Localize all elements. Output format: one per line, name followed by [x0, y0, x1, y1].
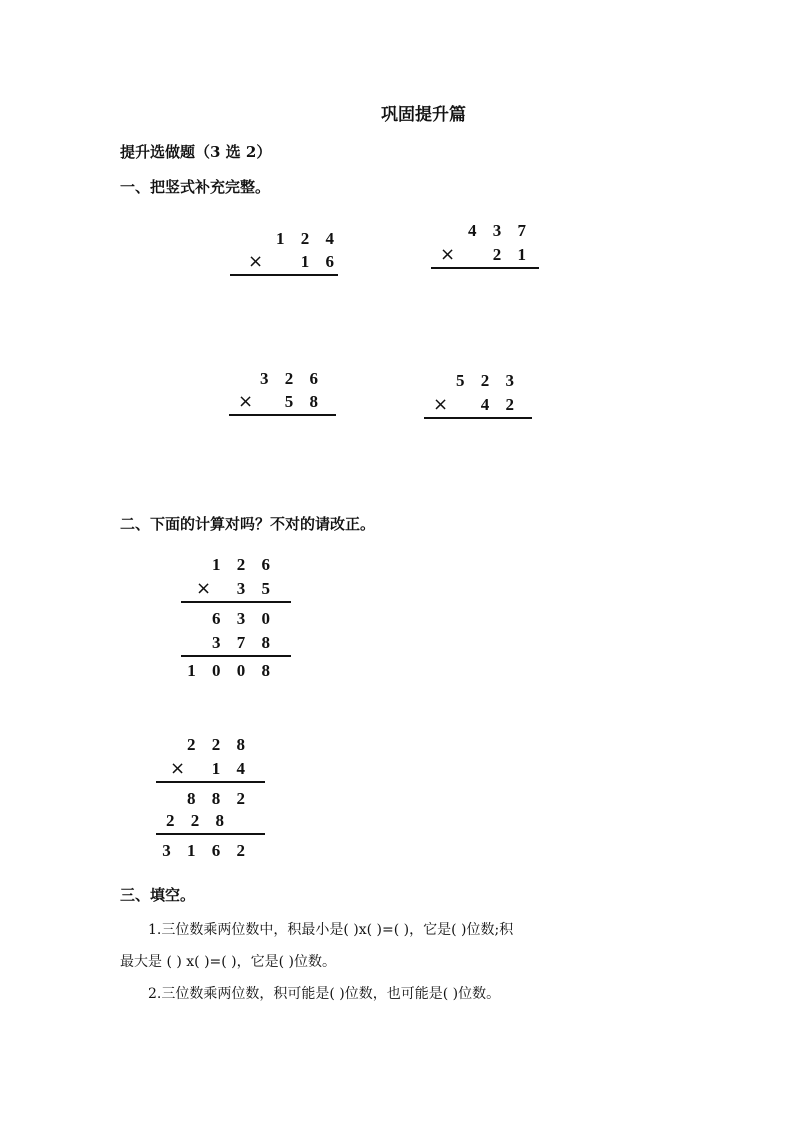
section3-heading: 三、填空。	[120, 886, 196, 904]
partial-product-2: 2 2 8	[166, 811, 230, 830]
multiplicand: 1 2 6	[212, 555, 276, 574]
section1-heading: 一、把竖式补充完整。	[120, 178, 271, 196]
multiplier: 1 4	[211, 759, 251, 778]
partial-product-2: 3 7 8	[212, 633, 276, 652]
multiplicand: 4 3 7	[468, 221, 532, 240]
multiplicand: 1 2 4	[276, 229, 340, 248]
multiplicand: 3 2 6	[260, 369, 324, 388]
multiplier: 1 6	[300, 252, 340, 271]
times-sign: ×	[196, 578, 212, 599]
subtitle: 提升选做题（3 选 2）	[120, 143, 272, 161]
page-title: 巩固提升篇	[381, 105, 466, 125]
multiplier: 4 2	[480, 395, 520, 414]
calc-line	[229, 414, 336, 416]
multiplier: 3 5	[236, 579, 276, 598]
multiplicand: 2 2 8	[187, 735, 251, 754]
section2-heading: 二、下面的计算对吗？不对的请改正。	[120, 515, 376, 533]
times-sign: ×	[433, 394, 449, 415]
times-sign: ×	[248, 251, 264, 272]
fill-blank-question-1: 1.三位数乘两位数中，积最小是( )x( )=( )，它是( )位数;积	[148, 922, 514, 938]
fill-blank-question-1-cont: 最大是 ( ) x( )=( )，它是( )位数。	[120, 954, 337, 970]
product-result: 1 0 0 8	[187, 661, 276, 680]
multiplier: 2 1	[492, 245, 532, 264]
multiplicand: 5 2 3	[456, 371, 520, 390]
partial-product-1: 6 3 0	[212, 609, 276, 628]
multiplier: 5 8	[284, 392, 324, 411]
calc-line	[431, 267, 539, 269]
calc-line	[230, 274, 338, 276]
times-sign: ×	[170, 758, 186, 779]
times-sign: ×	[440, 244, 456, 265]
times-sign: ×	[238, 391, 254, 412]
calc-line	[424, 417, 532, 419]
partial-product-1: 8 8 2	[187, 789, 251, 808]
fill-blank-question-2: 2.三位数乘两位数，积可能是( )位数，也可能是( )位数。	[148, 986, 501, 1002]
calc-line	[156, 781, 265, 783]
calc-line	[181, 601, 291, 603]
product-result: 3 1 6 2	[162, 841, 251, 860]
calc-line	[156, 833, 265, 835]
calc-line	[181, 655, 291, 657]
